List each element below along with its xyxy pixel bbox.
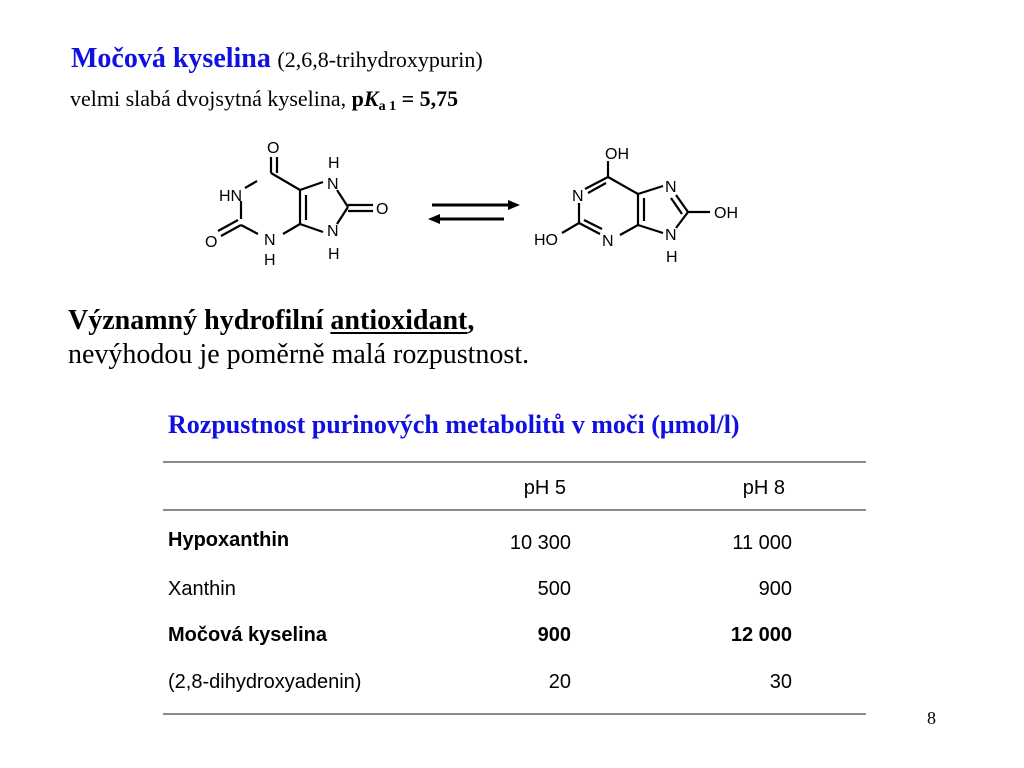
equilibrium-arrow-icon (424, 195, 524, 225)
atom-o: O (376, 201, 389, 218)
row-name: Xanthin (168, 578, 236, 600)
row-name: (2,8-dihydroxyadenin) (168, 671, 362, 693)
header-cell-ph8: pH 8 (742, 477, 785, 499)
atom-o: O (267, 140, 280, 157)
row-ph8: 12 000 (730, 624, 792, 646)
pka-value: $pK_{a 1} = 5,75$ (351, 86, 459, 114)
row-name: Hypoxanthin (168, 529, 290, 551)
atom-n: N (327, 223, 339, 240)
atom-hn: HN (219, 188, 243, 205)
atom-n: N (665, 179, 677, 196)
row-ph5: 900 (537, 624, 571, 646)
atom-n: N (572, 188, 584, 205)
row-ph5: 20 (548, 671, 571, 693)
slide-title (71, 42, 483, 77)
row-name: Močová kyselina (168, 624, 327, 646)
atom-n: N (264, 232, 276, 249)
compound-description (70, 84, 458, 122)
uric-acid-lactim-structure (530, 135, 760, 280)
table-top-rule (163, 461, 866, 463)
atom-o: O (205, 234, 218, 251)
table-row (163, 620, 866, 650)
row-ph8: 900 (758, 578, 792, 600)
key-point-heading: Významný hydrofilní antioxidant, (68, 305, 475, 336)
table-bottom-rule (163, 713, 866, 715)
row-ph5: 10 300 (509, 532, 571, 554)
atom-n: N (602, 233, 614, 250)
lactim-structure-icon (530, 135, 760, 275)
row-ph8: 11 000 (732, 532, 792, 554)
page-number: 8 (927, 708, 936, 728)
title-compound-name: Močová kyselina (71, 43, 271, 74)
atom-h: H (666, 249, 678, 266)
row-ph8: 30 (769, 671, 792, 693)
header-cell-ph5: pH 5 (523, 477, 566, 499)
uric-acid-lactam-structure (195, 135, 405, 280)
description-text: velmi slabá dvojsytná kyselina, (70, 86, 352, 111)
atom-h: H (328, 155, 340, 172)
antioxidant-term: antioxidant (330, 305, 468, 336)
atom-oh: OH (714, 205, 738, 222)
atom-n: N (327, 176, 339, 193)
atom-ho: HO (534, 232, 558, 249)
table-row (163, 574, 866, 604)
table-header-rule (163, 509, 866, 511)
equilibrium-arrows (424, 195, 524, 230)
table-header-row (163, 473, 866, 503)
row-ph5: 500 (537, 578, 571, 600)
table-title: Rozpustnost purinových metabolitů v moči (μmol/l) (168, 410, 740, 439)
table-row (163, 528, 866, 558)
atom-oh: OH (605, 146, 629, 163)
atom-n: N (665, 227, 677, 244)
key-point-detail: nevýhodou je poměrně malá rozpustnost. (68, 339, 530, 370)
atom-h: H (264, 252, 276, 269)
lactam-structure-icon (195, 135, 405, 275)
atom-h: H (328, 246, 340, 263)
table-row (163, 667, 866, 697)
title-systematic-name: (2,6,8-trihydroxypurin) (277, 47, 483, 72)
